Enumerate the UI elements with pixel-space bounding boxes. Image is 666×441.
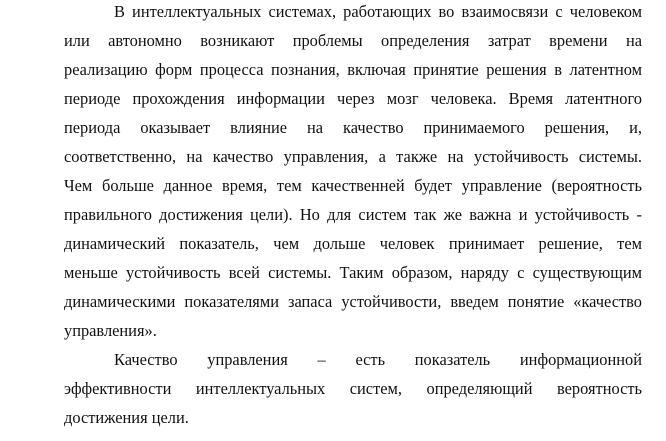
text-line: Чем больше данное время, тем качественней будет управление (вероятность [64,176,642,195]
text-line: периоде прохождения информации через мозг человека. Время латентного [64,89,642,108]
text-line: динамический показатель, чем дольше человек принимает решение, тем [64,234,642,253]
text-line: меньше устойчивость всей системы. Таким образом, наряду с существующим [64,263,642,282]
text-line: управления». [64,321,157,340]
text-line: достижения цели. [64,408,189,427]
text-line: или автономно возникают проблемы определения затрат времени на [64,31,642,50]
text-line: реализацию форм процесса познания, включая принятие решения в латентном [64,60,642,79]
text-line: эффективности интеллектуальных систем, определяющий вероятность [64,379,642,398]
text-line: соответственно, на качество управления, а также на устойчивость системы. [64,147,642,166]
text-line: правильного достижения цели). Но для систем так же важна и устойчивость - [64,205,642,224]
text-line: динамическими показателями запаса устойчивости, введем понятие «качество [64,292,642,311]
text-line: Качество управления – есть показатель информационной [114,350,642,369]
text-line: В интеллектуальных системах, работающих во взаимосвязи с человеком [114,2,642,21]
text-line: периода оказывает влияние на качество принимаемого решения, и, [64,118,642,137]
